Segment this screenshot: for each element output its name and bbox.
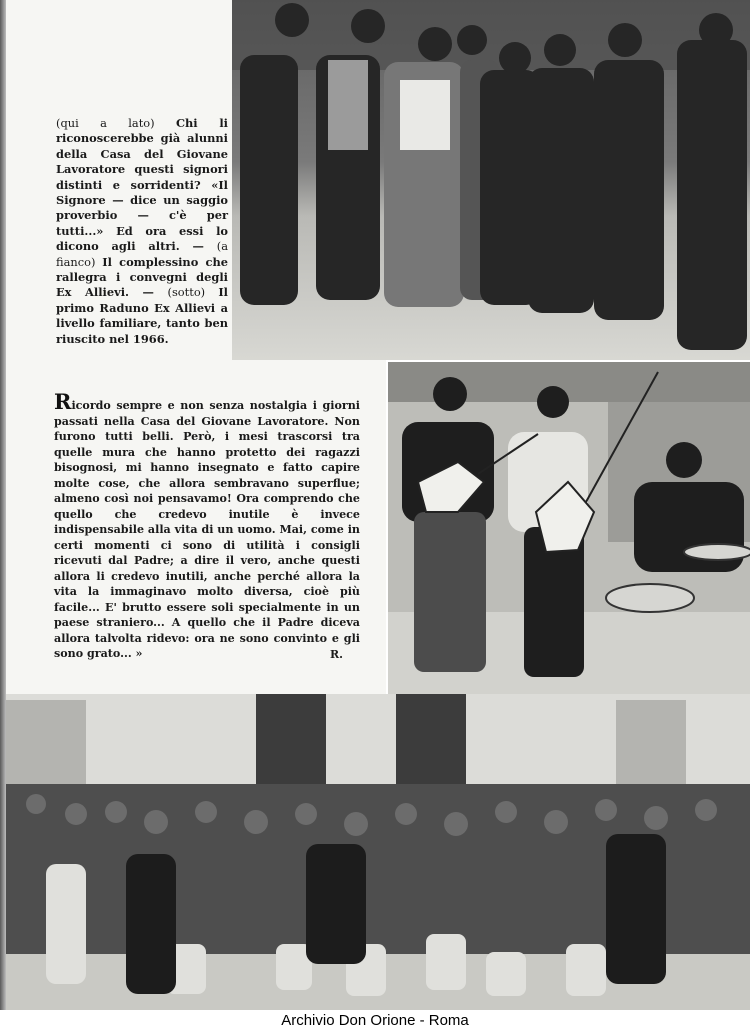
caption-reunion-text: Il primo Raduno Ex Allievi a livello familiare, tanto ben riuscito nel 1966. <box>56 285 228 346</box>
footer-bar <box>0 1010 750 1036</box>
article-signature: R. <box>330 648 343 661</box>
archive-credit: Archivio Don Orione - Roma <box>281 1012 469 1029</box>
caption-position-below: (sotto) <box>167 285 219 300</box>
article-dropcap: R <box>54 389 72 414</box>
caption-alumni-text: Chi li riconoscerebbe già alunni della Casa del Giovane Lavoratore questi signori distinti e sorridenti? «Il Signore — dice un saggio proverbio — c'è per tutti...» Ed ora essi lo dicono agli altri. — <box>56 116 229 254</box>
caption-position-side: (a fianco) <box>56 239 228 269</box>
article-body <box>54 389 360 662</box>
photo-caption <box>56 116 228 347</box>
caption-position-top: (qui a lato) <box>56 116 176 130</box>
photo-family-reunion <box>6 694 750 1010</box>
photo-alumni-group <box>232 0 750 360</box>
caption-band-text: Il complessino che rallegra i convegni degli Ex Allievi. — <box>56 254 228 300</box>
photo-band <box>386 360 750 695</box>
article-text: icordo sempre e non senza nostalgia i giorni passati nella Casa del Giovane Lavoratore. Non furono tutti belli. Però, i mesi trascorsi tra quelle mura che hanno protetto dei ragazzi bisognosi, mi hanno insegnato e fatto capire molte cose, che allora sembravano superflue; almeno così noi pensavamo! Ora comprendo che quello che credevo inutile è invece indispensabile alla vita di un uomo. Mai, come in certi momenti ci sono di utilità i consigli ricevuti dal Padre; a dire il vero, anche questi allora li credevo inutili, anche perché allora la vita la immaginavo molto diversa, cioè più facile... E' brutto essere soli specialmente in un paese straniero... A quello che il Padre diceva allora talvolta ridevo: ora ne sono convinto e gli sono grato... » <box>54 399 360 660</box>
